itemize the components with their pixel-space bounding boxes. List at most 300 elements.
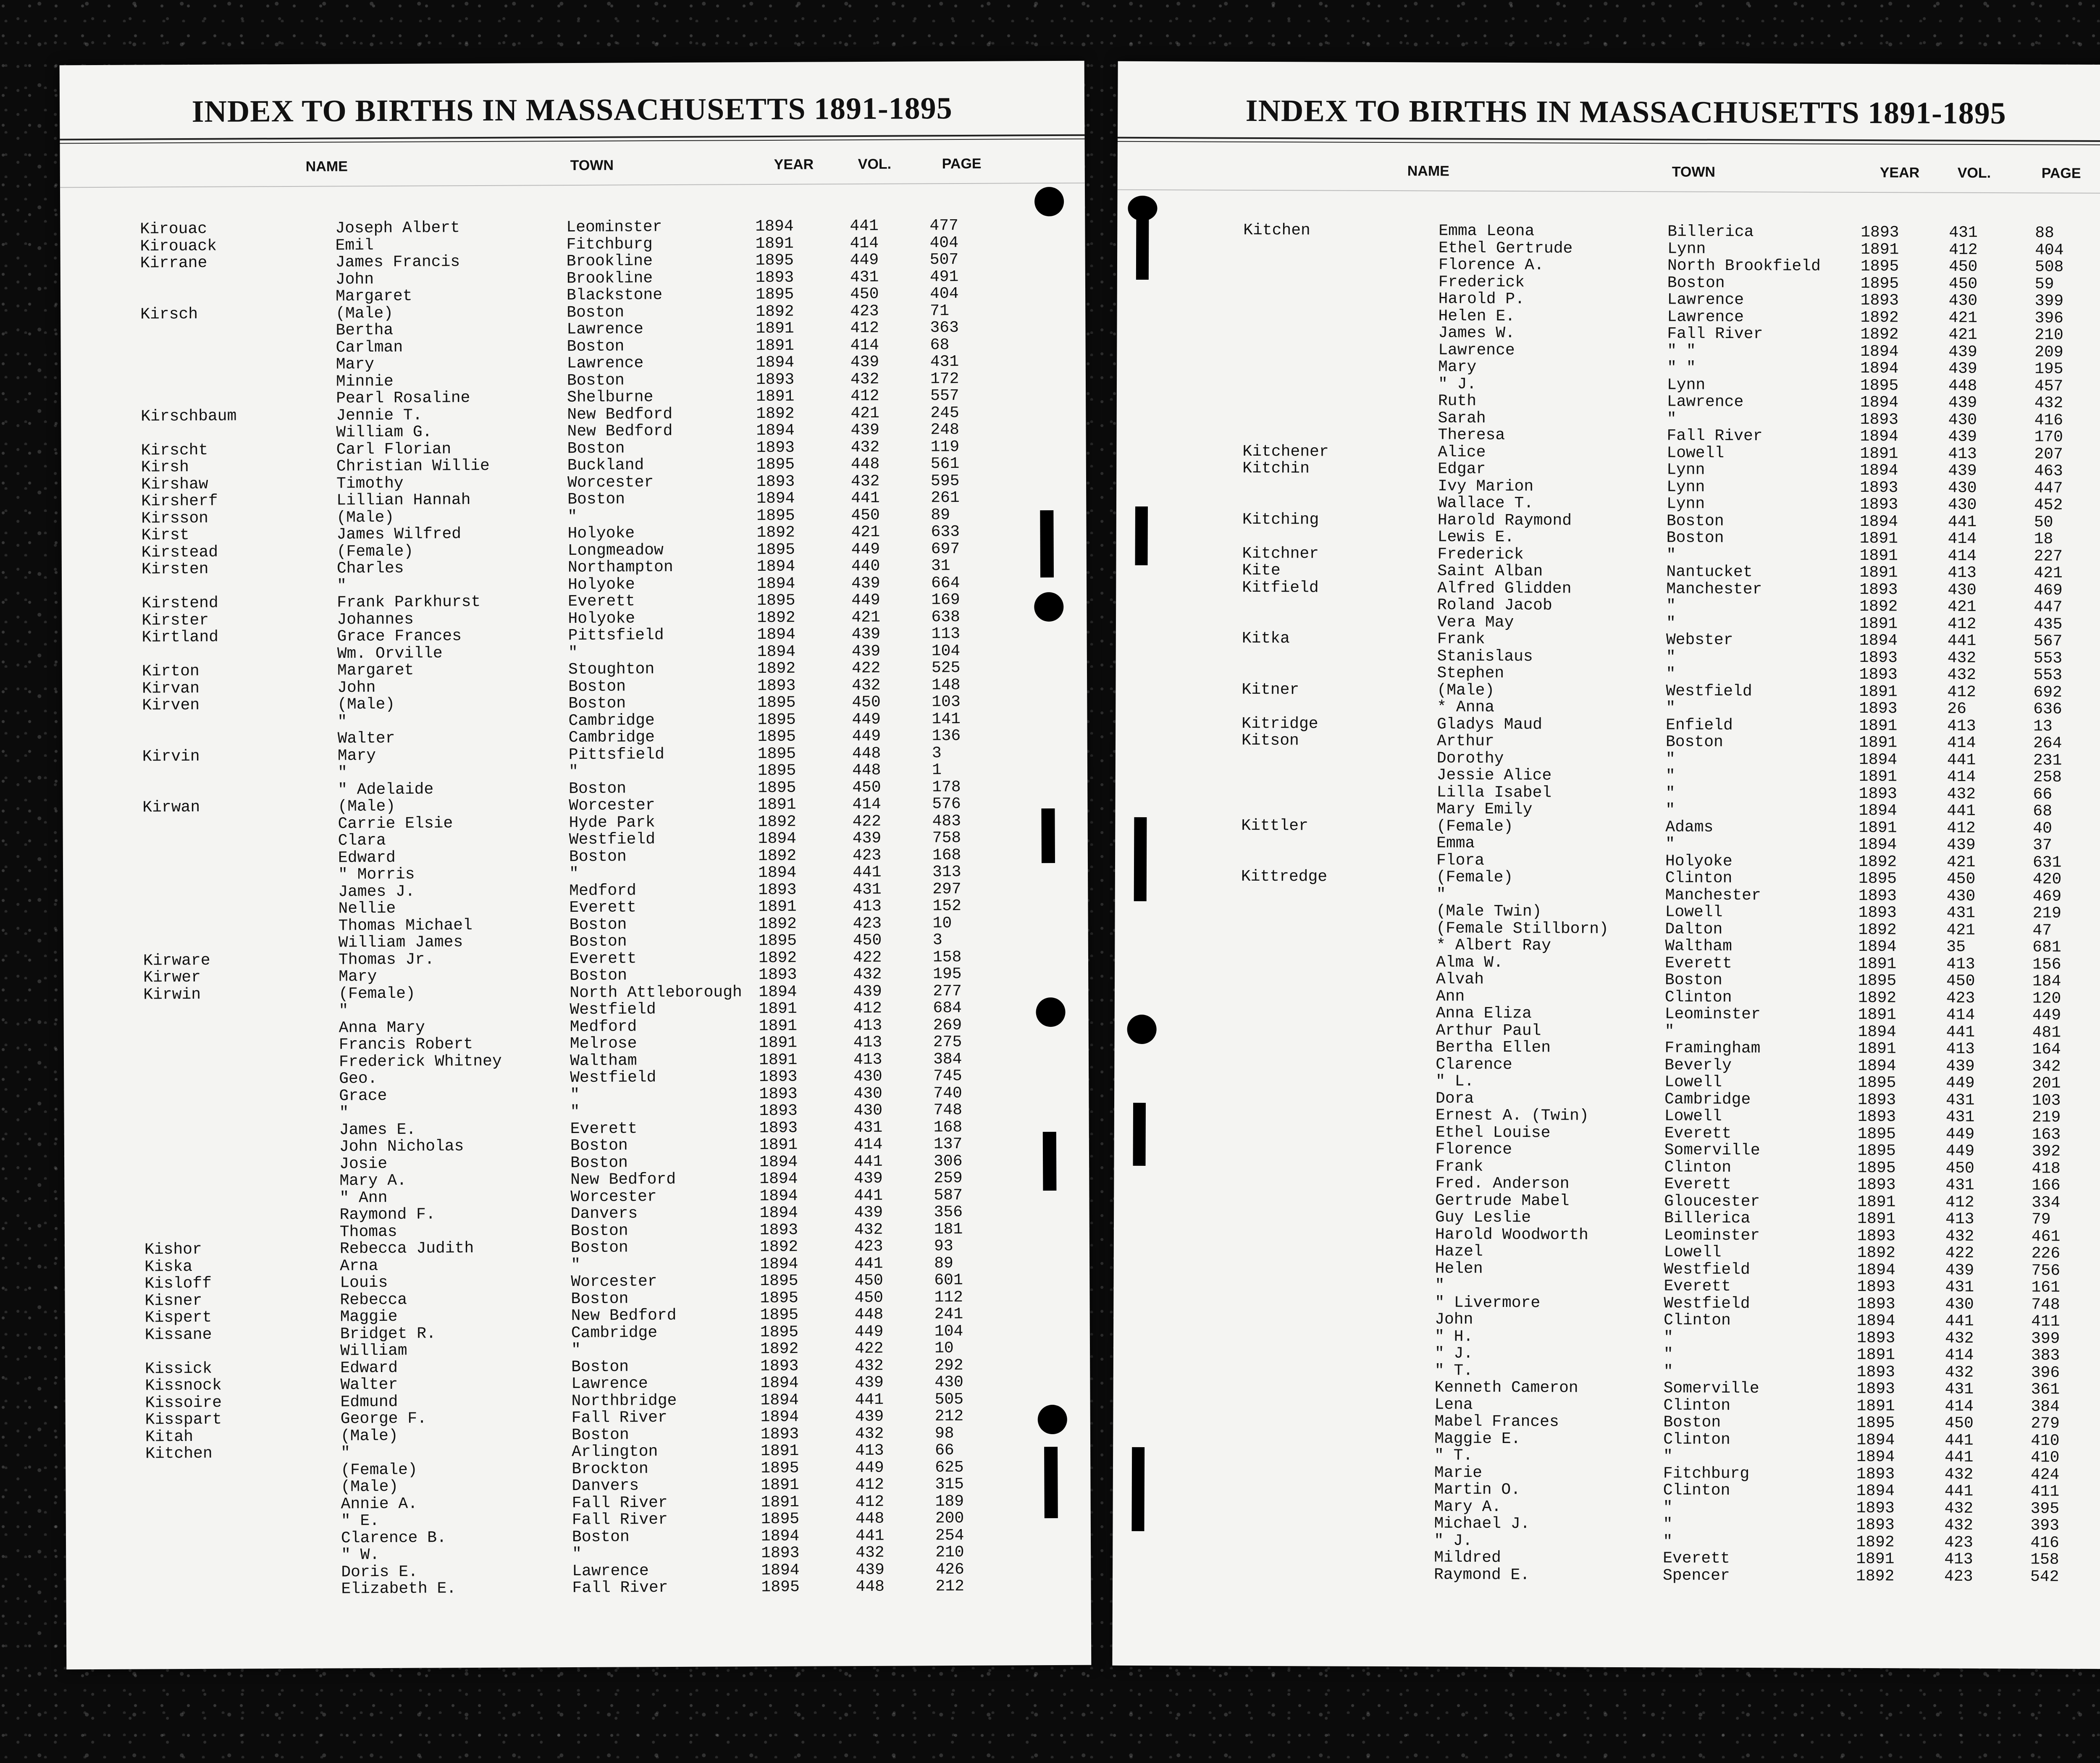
volume-cell: 450: [1948, 275, 1978, 293]
year-cell: 1892: [758, 949, 797, 967]
volume-cell: 449: [852, 710, 881, 729]
volume-cell: 439: [1945, 1261, 1974, 1280]
year-cell: 1893: [756, 438, 795, 457]
given-name-cell: ": [337, 712, 347, 731]
year-cell: 1894: [758, 829, 797, 848]
surname-cell: Kishor: [144, 1240, 202, 1259]
page-number-cell: 156: [2032, 955, 2061, 974]
volume-cell: 430: [1945, 1295, 1974, 1314]
volume-cell: 430: [853, 1084, 882, 1103]
town-cell: Hyde Park: [569, 813, 655, 832]
given-name-cell: Clarence: [1436, 1055, 1512, 1074]
town-cell: Lawrence: [567, 354, 644, 373]
year-cell: 1892: [758, 915, 797, 933]
page-number-cell: 421: [2034, 564, 2063, 582]
town-cell: ": [571, 1341, 581, 1359]
year-cell: 1894: [758, 863, 797, 882]
given-name-cell: Arthur Paul: [1436, 1021, 1541, 1040]
volume-cell: 431: [1945, 1176, 1974, 1194]
page-number-cell: 553: [2033, 649, 2063, 668]
given-name-cell: (Female): [1436, 817, 1513, 836]
town-cell: Holyoke: [567, 524, 635, 543]
volume-cell: 439: [1948, 428, 1977, 446]
year-cell: 1894: [1858, 750, 1898, 769]
town-cell: Spencer: [1663, 1566, 1730, 1585]
volume-cell: 432: [1944, 1465, 1974, 1484]
town-cell: Danvers: [570, 1204, 638, 1223]
given-name-cell: ": [341, 1444, 351, 1462]
page-number-cell: 469: [2032, 887, 2062, 906]
year-cell: 1894: [760, 1391, 799, 1409]
page-number-cell: 89: [934, 1254, 953, 1272]
given-name-cell: James J.: [338, 882, 415, 901]
surname-cell: Kirst: [141, 526, 189, 545]
given-name-cell: Grace Frances: [337, 627, 462, 646]
given-name-cell: John: [1435, 1310, 1473, 1329]
town-cell: Lowell: [1664, 1243, 1722, 1262]
volume-cell: 412: [853, 999, 882, 1018]
page-number-cell: 269: [933, 1016, 962, 1034]
page-number-cell: 396: [2034, 309, 2064, 328]
volume-cell: 432: [1944, 1516, 1974, 1535]
year-cell: 1895: [1857, 1159, 1896, 1177]
page-number-cell: 68: [2033, 802, 2053, 821]
volume-cell: 439: [1948, 394, 1977, 412]
volume-cell: 432: [855, 1425, 884, 1443]
page-number-cell: 633: [931, 523, 960, 541]
town-cell: Leominster: [1664, 1226, 1760, 1245]
surname-cell: Kisner: [144, 1291, 202, 1310]
given-name-cell: Marie: [1434, 1463, 1483, 1482]
page-number-cell: 681: [2032, 938, 2061, 957]
year-cell: 1893: [1859, 665, 1898, 684]
town-cell: Cambridge: [571, 1323, 658, 1342]
binder-mark: [1135, 506, 1147, 565]
given-name-cell: Ethel Louise: [1435, 1123, 1551, 1142]
given-name-cell: Annie A.: [341, 1495, 418, 1513]
year-cell: 1894: [756, 575, 795, 593]
town-cell: Enfield: [1666, 716, 1733, 735]
year-cell: 1895: [761, 1459, 799, 1477]
page-number-cell: 424: [2030, 1465, 2060, 1484]
page-number-cell: 418: [2032, 1159, 2061, 1178]
town-cell: Clinton: [1664, 1158, 1732, 1177]
given-name-cell: Edmund: [340, 1393, 398, 1411]
year-cell: 1891: [1859, 563, 1898, 582]
volume-cell: 431: [1945, 1091, 1975, 1110]
given-name-cell: Bertha Ellen: [1436, 1038, 1551, 1057]
given-name-cell: Lilla Isabel: [1436, 783, 1552, 802]
town-cell: Holyoke: [1665, 852, 1732, 871]
page-number-cell: 447: [2034, 479, 2063, 498]
volume-cell: 441: [855, 1527, 885, 1545]
page-number-cell: 210: [935, 1543, 964, 1562]
volume-cell: 450: [854, 1271, 883, 1290]
year-cell: 1893: [759, 1085, 798, 1103]
year-cell: 1893: [1860, 410, 1899, 429]
year-cell: 1895: [761, 1578, 800, 1597]
page-number-cell: 277: [933, 982, 962, 1000]
given-name-cell: ": [337, 763, 347, 782]
town-cell: Fall River: [572, 1511, 668, 1530]
volume-cell: 450: [1945, 1159, 1974, 1178]
year-cell: 1892: [1858, 921, 1897, 939]
given-name-cell: " H.: [1435, 1327, 1473, 1346]
volume-cell: 412: [855, 1493, 885, 1511]
binder-mark: [1134, 817, 1147, 901]
year-cell: 1894: [1860, 393, 1899, 412]
volume-cell: 432: [1944, 1499, 1974, 1518]
surname-cell: Kirouack: [140, 237, 217, 256]
given-name-cell: * Anna: [1437, 698, 1495, 716]
page-number-cell: 383: [2031, 1346, 2060, 1365]
town-cell: Boston: [567, 303, 625, 322]
volume-cell: 439: [855, 1407, 884, 1426]
surname-cell: Kirwan: [142, 798, 200, 817]
page-number-cell: 261: [931, 489, 960, 507]
year-cell: 1891: [759, 1034, 798, 1052]
page-number-cell: 227: [2034, 547, 2063, 566]
volume-cell: 421: [1948, 325, 1977, 344]
given-name-cell: Mabel Frances: [1434, 1412, 1559, 1431]
page-number-cell: 638: [931, 608, 960, 626]
volume-cell: 413: [1945, 1210, 1974, 1228]
volume-cell: 413: [1948, 445, 1977, 463]
town-cell: Westfield: [570, 1000, 656, 1019]
year-cell: 1895: [758, 779, 796, 797]
year-cell: 1893: [1857, 1227, 1896, 1245]
volume-cell: 432: [1945, 1329, 1974, 1348]
year-cell: 1893: [1859, 580, 1898, 599]
page-number-cell: 103: [2032, 1091, 2061, 1110]
town-cell: Everett: [1664, 1277, 1731, 1296]
given-name-cell: (Male): [338, 797, 396, 816]
page-number-cell: 416: [2034, 411, 2063, 430]
page-number-cell: 384: [933, 1050, 962, 1068]
page-number-cell: 410: [2031, 1431, 2060, 1450]
town-cell: Leominster: [1664, 1005, 1761, 1024]
punch-hole: [1038, 1405, 1067, 1434]
year-cell: 1894: [1856, 1448, 1895, 1467]
town-cell: Westfield: [1664, 1294, 1750, 1313]
given-name-cell: Minnie: [336, 372, 394, 391]
year-cell: 1895: [757, 761, 796, 780]
year-cell: 1894: [1857, 1312, 1895, 1330]
volume-cell: 414: [1945, 1397, 1974, 1416]
town-cell: Melrose: [570, 1034, 637, 1053]
page-number-cell: 315: [935, 1475, 964, 1494]
given-name-cell: Jessie Alice: [1436, 766, 1552, 785]
page-number-cell: 195: [2034, 360, 2063, 378]
town-cell: Fall River: [572, 1493, 668, 1512]
surname-cell: Kirvan: [142, 679, 200, 698]
given-name-cell: Frank Parkhurst: [337, 593, 481, 612]
given-name-cell: James Wilfred: [336, 525, 462, 544]
left-page: [60, 61, 1092, 1670]
year-cell: 1892: [756, 404, 795, 423]
column-header-name: NAME: [305, 158, 348, 175]
page-number-cell: 426: [935, 1560, 964, 1579]
year-cell: 1895: [761, 1510, 800, 1529]
year-cell: 1892: [1856, 1567, 1895, 1585]
table-row: [1113, 1564, 2100, 1585]
year-cell: 1894: [759, 1204, 798, 1223]
year-cell: 1893: [1857, 1295, 1895, 1313]
year-cell: 1894: [1860, 342, 1899, 361]
given-name-cell: Wm. Orville: [337, 644, 443, 663]
page-number-cell: 411: [2030, 1482, 2060, 1501]
town-cell: Boston: [1663, 1413, 1721, 1432]
town-cell: Everett: [568, 592, 635, 611]
town-cell: ": [1666, 614, 1676, 632]
town-cell: ": [568, 762, 578, 781]
town-cell: Worcester: [570, 1187, 657, 1206]
year-cell: 1893: [756, 472, 795, 491]
volume-cell: 423: [1944, 1533, 1973, 1552]
volume-cell: 432: [1947, 649, 1977, 667]
volume-cell: 26: [1947, 700, 1966, 718]
town-cell: Brockton: [572, 1459, 648, 1478]
given-name-cell: Guy Leslie: [1435, 1208, 1531, 1227]
page-number-cell: 356: [934, 1203, 963, 1222]
volume-cell: 412: [850, 319, 879, 338]
volume-cell: 449: [1945, 1125, 1975, 1144]
given-name-cell: * Albert Ray: [1436, 936, 1551, 955]
page-number-cell: 219: [2032, 904, 2062, 923]
surname-cell: Kirscht: [141, 441, 208, 460]
year-cell: 1895: [755, 285, 794, 304]
page-number-cell: 66: [934, 1441, 954, 1460]
given-name-cell: Roland Jacob: [1437, 596, 1552, 615]
given-name-cell: Rebecca: [340, 1291, 407, 1309]
volume-cell: 414: [852, 795, 881, 814]
volume-cell: 421: [1946, 921, 1975, 939]
town-cell: Fall River: [1667, 325, 1763, 344]
year-cell: 1893: [1857, 1091, 1896, 1109]
page-number-cell: 748: [2031, 1295, 2060, 1314]
page-number-cell: 292: [934, 1356, 963, 1375]
given-name-cell: Josie: [339, 1154, 388, 1173]
town-cell: Fall River: [571, 1409, 667, 1427]
given-name-cell: Florence A.: [1438, 256, 1544, 275]
page-number-cell: 740: [933, 1084, 962, 1102]
volume-cell: 441: [1944, 1482, 1974, 1501]
volume-cell: 448: [1948, 377, 1977, 395]
year-cell: 1891: [1859, 546, 1898, 565]
page-number-cell: 212: [935, 1577, 965, 1596]
page-number-cell: 384: [2031, 1397, 2060, 1416]
year-cell: 1894: [759, 1187, 798, 1205]
given-name-cell: " J.: [1438, 375, 1477, 394]
year-cell: 1894: [760, 1408, 799, 1427]
given-name-cell: ": [1435, 1276, 1445, 1295]
town-cell: Lawrence: [1667, 291, 1744, 309]
year-cell: 1893: [760, 1357, 799, 1375]
volume-cell: 412: [1945, 1193, 1974, 1212]
year-cell: 1891: [758, 795, 796, 814]
page-number-cell: 254: [935, 1526, 964, 1545]
volume-cell: 430: [1948, 479, 1977, 497]
town-cell: Lawrence: [1667, 393, 1744, 411]
year-cell: 1894: [759, 1153, 798, 1171]
column-header-town: TOWN: [570, 157, 614, 174]
town-cell: North Attleborough: [570, 983, 742, 1002]
surname-cell: Kirwin: [143, 985, 201, 1004]
given-name-cell: Arthur: [1436, 732, 1494, 750]
volume-cell: 441: [850, 217, 879, 236]
year-cell: 1895: [757, 727, 796, 746]
year-cell: 1891: [1857, 1209, 1896, 1228]
volume-cell: 439: [851, 574, 880, 593]
year-cell: 1893: [759, 1119, 798, 1137]
given-name-cell: Pearl Rosaline: [336, 389, 470, 408]
surname-cell: Kirware: [143, 951, 210, 970]
year-cell: 1894: [759, 1170, 798, 1188]
town-cell: Clinton: [1665, 869, 1732, 887]
surname-cell: Kirstend: [142, 594, 218, 613]
volume-cell: 439: [856, 1561, 885, 1579]
page-number-cell: 430: [934, 1373, 963, 1392]
town-cell: ": [1663, 1447, 1673, 1466]
page-number-cell: 404: [929, 233, 959, 252]
given-name-cell: Joseph Albert: [335, 219, 460, 238]
given-name-cell: Wallace T.: [1437, 494, 1534, 513]
column-header-page: PAGE: [942, 155, 982, 172]
given-name-cell: Carrie Elsie: [338, 814, 453, 833]
town-cell: Clinton: [1663, 1430, 1730, 1449]
page-number-cell: 601: [934, 1271, 963, 1290]
given-name-cell: (Female): [336, 542, 414, 561]
page-number-cell: 169: [931, 590, 960, 609]
page-number-cell: 210: [2034, 326, 2063, 344]
town-cell: Fitchburg: [566, 235, 653, 254]
volume-cell: 441: [853, 1152, 883, 1171]
given-name-cell: Dorothy: [1436, 749, 1504, 768]
page-number-cell: 449: [2032, 1006, 2061, 1025]
town-cell: ": [1663, 1362, 1673, 1380]
page-number-cell: 152: [932, 897, 961, 916]
year-cell: 1893: [756, 370, 795, 389]
page-number-cell: 264: [2033, 734, 2062, 753]
year-cell: 1894: [756, 353, 795, 372]
volume-cell: 450: [850, 285, 879, 304]
year-cell: 1893: [1860, 478, 1898, 497]
page-number-cell: 245: [930, 404, 959, 422]
year-cell: 1894: [1858, 1057, 1896, 1075]
volume-cell: 439: [854, 1203, 883, 1222]
volume-cell: 423: [1946, 989, 1975, 1007]
given-name-cell: John: [337, 678, 376, 697]
volume-cell: 421: [851, 608, 880, 627]
column-header-vol: VOL.: [1957, 165, 1991, 181]
page-number-cell: 334: [2032, 1193, 2061, 1212]
given-name-cell: Gertrude Mabel: [1435, 1191, 1570, 1210]
page-number-cell: 306: [933, 1152, 963, 1170]
page-number-cell: 71: [930, 302, 949, 320]
page-number-cell: 241: [934, 1305, 963, 1324]
given-name-cell: Stephen: [1437, 664, 1504, 683]
town-cell: ": [1663, 1498, 1673, 1516]
page-number-cell: 168: [933, 1118, 963, 1136]
year-cell: 1891: [1861, 240, 1899, 259]
volume-cell: 441: [1945, 1312, 1974, 1330]
given-name-cell: John: [335, 270, 374, 289]
given-name-cell: (Female): [341, 1461, 417, 1479]
year-cell: 1891: [1856, 1346, 1895, 1364]
town-cell: Brookline: [566, 252, 653, 271]
given-name-cell: Fred. Anderson: [1435, 1174, 1570, 1193]
page-number-cell: 758: [932, 829, 961, 847]
given-name-cell: ": [336, 576, 346, 595]
given-name-cell: Alice: [1438, 443, 1486, 462]
town-cell: ": [1666, 648, 1676, 666]
town-cell: Boston: [571, 1289, 629, 1308]
page-number-cell: 756: [2031, 1261, 2061, 1280]
given-name-cell: Lawrence: [1438, 341, 1515, 359]
given-name-cell: Mary Emily: [1436, 800, 1533, 819]
volume-cell: 430: [1948, 291, 1978, 310]
town-cell: Cambridge: [568, 711, 655, 730]
surname-cell: Kirster: [142, 611, 209, 630]
year-cell: 1894: [761, 1561, 800, 1579]
town-cell: ": [1665, 750, 1675, 768]
town-cell: Pittsfield: [568, 745, 664, 764]
year-cell: 1893: [1857, 1278, 1895, 1296]
year-cell: 1894: [759, 983, 797, 1001]
page-number-cell: 404: [2035, 241, 2064, 260]
surname-cell: Kirshaw: [141, 475, 208, 494]
town-cell: Lawrence: [571, 1375, 648, 1393]
volume-cell: 431: [853, 880, 882, 899]
page-number-cell: 542: [2030, 1567, 2059, 1586]
town-cell: Clinton: [1664, 988, 1732, 1007]
given-name-cell: Vera May: [1437, 613, 1514, 632]
given-name-cell: (Male): [336, 304, 394, 323]
page-number-cell: 404: [929, 285, 959, 303]
given-name-cell: Raymond F.: [339, 1205, 436, 1224]
year-cell: 1893: [1856, 1465, 1895, 1483]
page-number-cell: 50: [2034, 513, 2053, 532]
page-number-cell: 636: [2033, 700, 2062, 719]
binder-mark: [1041, 808, 1055, 863]
given-name-cell: (Male): [336, 508, 394, 527]
given-name-cell: William G.: [336, 423, 432, 442]
surname-cell: Kirouac: [140, 220, 207, 239]
page-number-cell: 201: [2032, 1074, 2061, 1093]
surname-cell: Kitka: [1242, 629, 1290, 648]
page-number-cell: 361: [2031, 1380, 2060, 1399]
given-name-cell: Alma W.: [1436, 953, 1503, 972]
volume-cell: 421: [1946, 853, 1976, 871]
town-cell: Lynn: [1666, 495, 1705, 513]
page-number-cell: 3: [932, 744, 942, 762]
given-name-cell: Thomas Michael: [338, 916, 472, 935]
year-cell: 1893: [1859, 495, 1898, 514]
given-name-cell: Michael J.: [1434, 1514, 1530, 1533]
volume-cell: 432: [855, 1356, 884, 1375]
volume-cell: 439: [850, 353, 879, 372]
volume-cell: 441: [1947, 632, 1977, 650]
town-cell: Clinton: [1663, 1481, 1730, 1500]
given-name-cell: (Male): [341, 1477, 399, 1496]
page-number-cell: 212: [934, 1407, 964, 1426]
given-name-cell: Maggie E.: [1434, 1429, 1521, 1448]
page-number-cell: 189: [935, 1492, 964, 1511]
volume-cell: 412: [1949, 241, 1978, 259]
town-cell: Somerville: [1664, 1141, 1760, 1160]
surname-cell: Kirsch: [140, 305, 198, 324]
column-header-vol: VOL.: [858, 156, 892, 173]
